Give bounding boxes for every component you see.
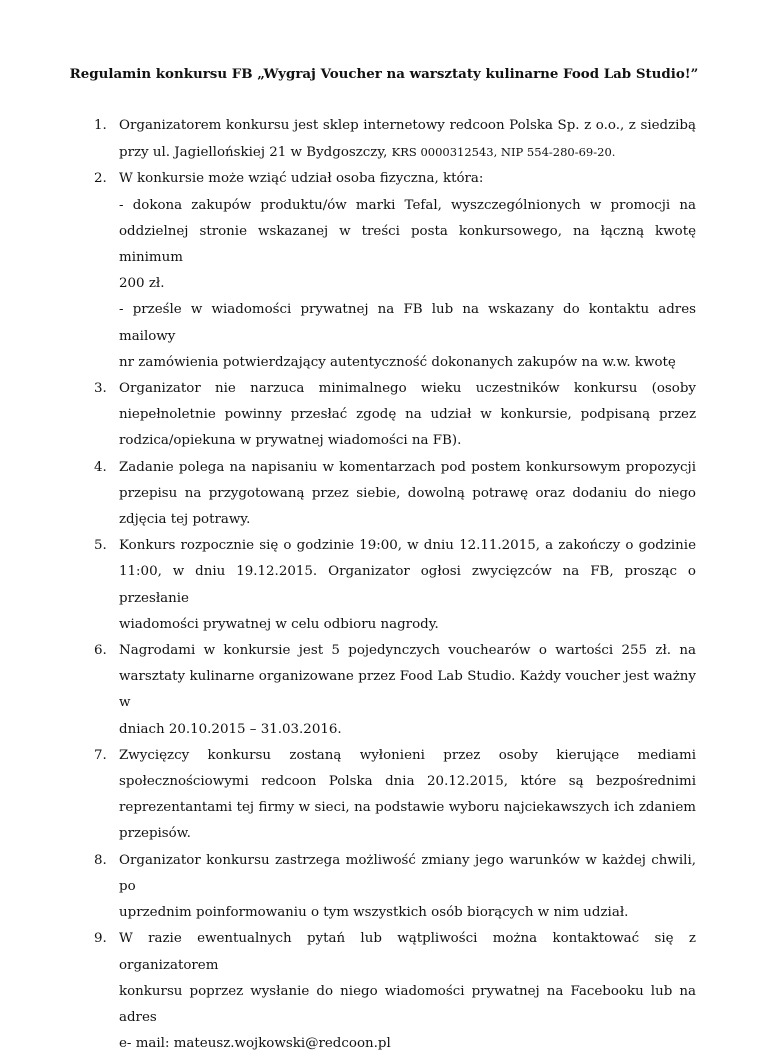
rule-number: 1. (94, 118, 107, 133)
rule-item-5 (94, 533, 696, 638)
rule-line: niepełnoletnie powinny przesłać zgodę na udział w konkursie, podpisaną przez (119, 407, 696, 423)
rule-line: Konkurs rozpocznie się o godzinie 19:00, w dniu 12.11.2015, a zakończy o godzinie (119, 538, 696, 554)
rule-item-4 (94, 455, 696, 534)
rule-line: - dokona zakupów produktu/ów marki Tefal, wyszczególnionych w promocji na (119, 197, 696, 213)
rule-line: 11:00, w dniu 19.12.2015. Organizator ogłosi zwycięzców na FB, prosząc o przesłanie (119, 564, 696, 606)
rule-line: oddzielnej stronie wskazanej w treści posta konkursowego, na łączną kwotę minimum (119, 223, 696, 266)
rule-item-3 (94, 376, 696, 455)
rules-list (94, 113, 696, 1057)
rule-item-8 (94, 848, 696, 927)
contact-email-line: e- mail: mateusz.wojkowski@redcoon.pl (119, 1036, 391, 1052)
rule-line: uprzednim poinformowaniu o tym wszystkich osób biorących w nim udział. (119, 905, 629, 921)
rule-line: nr zamówienia potwierdzający autentyczność dokonanych zakupów na w.w. kwotę (119, 354, 676, 370)
document-title: Regulamin konkursu FB „Wygraj Voucher na warsztaty kulinarne Food Lab Studio!” (69, 66, 699, 82)
rule-number: 8. (94, 852, 107, 868)
rule-item-7 (94, 743, 696, 848)
rule-line: przepisu na przygotowaną przez siebie, dowolną potrawę oraz dodaniu do niego (119, 485, 696, 501)
rule-line: przepisów. (119, 826, 191, 842)
rule-line: konkursu poprzez wysłanie do niego wiadomości prywatnej na Facebooku lub na adres (119, 983, 696, 1025)
rule-line: W razie ewentualnych pytań lub wątpliwości można kontaktować się z organizatorem (119, 931, 696, 973)
rule-line: Nagrodami w konkursie jest 5 pojedynczych vouchearów o wartości 255 zł. na (119, 643, 696, 659)
rule-number: 4. (94, 459, 107, 475)
rule-line: dniach 20.10.2015 – 31.03.2016. (119, 721, 342, 737)
rule-number: 9. (94, 931, 107, 947)
rule-number: 5. (94, 538, 107, 554)
rule-line: Organizatorem konkursu jest sklep internetowy redcoon Polska Sp. z o.o., z siedzibą (119, 118, 696, 133)
rule-line: społecznościowymi redcoon Polska dnia 20.12.2015, które są bezpośrednimi (119, 774, 696, 790)
rule-item-9 (94, 926, 696, 1057)
rule-line-text: przy ul. Jagiellońskiej 21 w Bydgoszczy, (119, 145, 388, 161)
rule-item-1 (94, 113, 696, 166)
rule-line: reprezentantami tej firmy w sieci, na podstawie wyboru najciekawszych ich zdaniem (119, 800, 696, 816)
company-registry-numbers: KRS 0000312543, NIP 554-280-69-20. (391, 145, 616, 160)
rule-line: 200 zł. (119, 276, 165, 292)
rule-number: 7. (94, 747, 107, 763)
rule-line: Organizator konkursu zastrzega możliwość zmiany jego warunków w każdej chwili, po (119, 852, 696, 894)
rule-line: Organizator nie narzuca minimalnego wieku uczestników konkursu (osoby (119, 381, 696, 397)
rule-line: warsztaty kulinarne organizowane przez Food Lab Studio. Każdy voucher jest ważny w (119, 669, 696, 711)
rule-number: 6. (94, 643, 107, 659)
rule-line (119, 139, 696, 166)
rule-item-2 (94, 166, 696, 376)
rule-line: Zwycięzcy konkursu zostaną wyłonieni przez osoby kierujące mediami (119, 747, 696, 763)
rule-line: rodzica/opiekuna w prywatnej wiadomości na FB). (119, 433, 462, 449)
rule-line: W konkursie może wziąć udział osoba fizyczna, która: (119, 171, 484, 187)
rule-line: Zadanie polega na napisaniu w komentarzach pod postem konkursowym propozycji (119, 459, 696, 475)
rule-line: zdjęcia tej potrawy. (119, 512, 251, 528)
rule-number: 2. (94, 171, 107, 187)
rule-item-6 (94, 638, 696, 743)
rule-line: wiadomości prywatnej w celu odbioru nagrody. (119, 616, 439, 632)
rule-line: - prześle w wiadomości prywatnej na FB lub na wskazany do kontaktu adres mailowy (119, 302, 696, 344)
rule-number: 3. (94, 381, 107, 397)
